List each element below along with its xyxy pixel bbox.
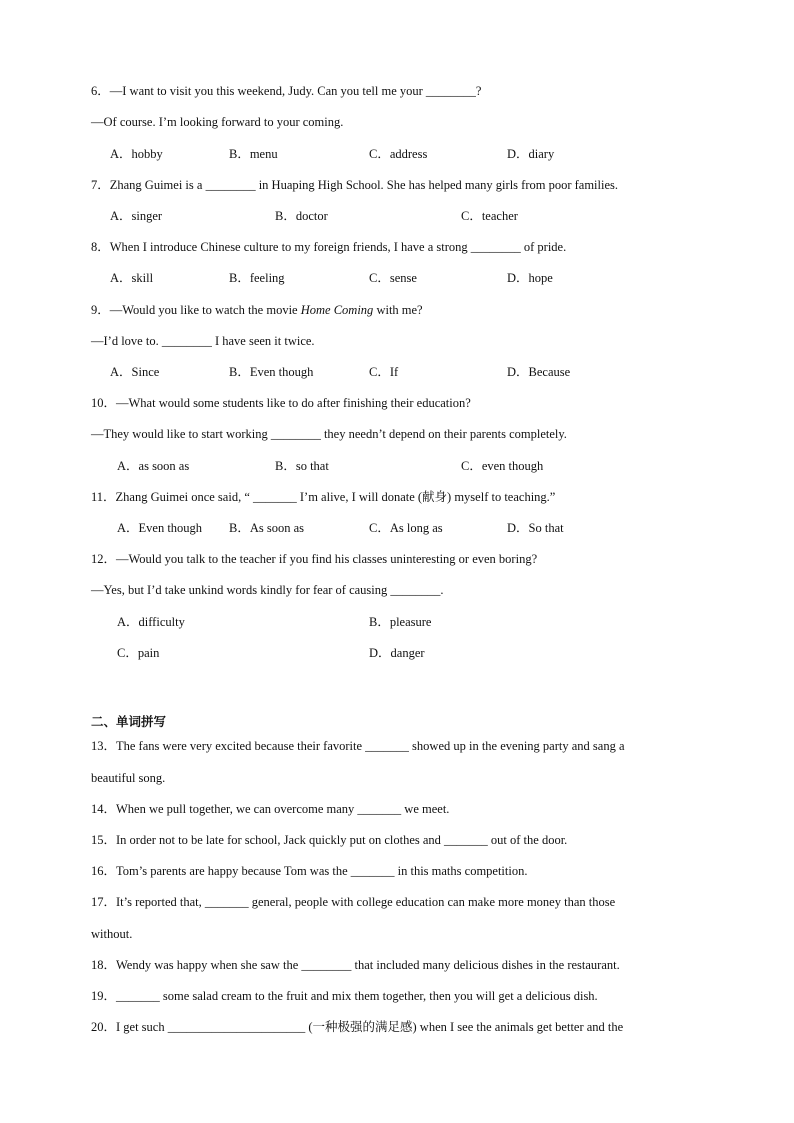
q9-option-d: D．Because <box>507 365 571 379</box>
q8-option-d: D．hope <box>507 271 553 285</box>
q6-option-d: D．diary <box>507 147 555 161</box>
q8-option-a: A．skill <box>110 271 154 285</box>
q7-option-a: A．singer <box>110 209 163 223</box>
q11-option-c: C．As long as <box>369 521 443 535</box>
q11-stem: 11．Zhang Guimei once said, “ _______ I’m alive, I will donate (献身) myself to teaching.” <box>91 490 556 504</box>
q13-line-2: beautiful song. <box>91 771 166 785</box>
q12-stem: 12．—Would you talk to the teacher if you find his classes uninteresting or even boring? <box>91 552 538 566</box>
q11-option-d: D．So that <box>507 521 564 535</box>
q6-option-b: B．menu <box>229 147 278 161</box>
q10-option-c: C．even though <box>461 459 544 473</box>
q10-stem: 10．—What would some students like to do after finishing their education? <box>91 396 471 410</box>
q17-line-2: without. <box>91 927 133 941</box>
q10-reply: —They would like to start working ________ they needn’t depend on their parents completely. <box>91 427 567 441</box>
q12-option-a: A．difficulty <box>117 615 185 629</box>
q12-option-b: B．pleasure <box>369 615 432 629</box>
q7-stem: 7．Zhang Guimei is a ________ in Huaping High School. She has helped many girls from poor families. <box>91 178 619 192</box>
q17-line-1: 17．It’s reported that, _______ general, people with college education can make more money than those <box>91 895 616 909</box>
q11-option-a: A．Even though <box>117 521 203 535</box>
q16: 16．Tom’s parents are happy because Tom was the _______ in this maths competition. <box>91 864 528 878</box>
q9-option-a: A．Since <box>110 365 160 379</box>
q12-option-d: D．danger <box>369 646 425 660</box>
q10-option-b: B．so that <box>275 459 329 473</box>
q6-stem: 6．—I want to visit you this weekend, Judy. Can you tell me your ________? <box>91 84 482 98</box>
q9-stem-post: with me? <box>373 303 423 317</box>
q9-stem <box>91 302 423 318</box>
q18: 18．Wendy was happy when she saw the ________ that included many delicious dishes in the restaurant. <box>91 958 620 972</box>
section-heading-spelling: 二、单词拼写 <box>91 714 167 729</box>
q7-option-b: B．doctor <box>275 209 328 223</box>
q9-option-b: B．Even though <box>229 365 314 379</box>
q8-option-b: B．feeling <box>229 271 285 285</box>
q8-option-c: C．sense <box>369 271 417 285</box>
q6-option-c: C．address <box>369 147 428 161</box>
q9-movie-title: Home Coming <box>300 303 374 317</box>
q12-option-c: C．pain <box>117 646 160 660</box>
q8-stem: 8．When I introduce Chinese culture to my foreign friends, I have a strong ________ of pride. <box>91 240 567 254</box>
q7-option-c: C．teacher <box>461 209 518 223</box>
q12-reply: —Yes, but I’d take unkind words kindly for fear of causing ________. <box>91 583 444 597</box>
q9-option-c: C．If <box>369 365 399 379</box>
q14: 14．When we pull together, we can overcome many _______ we meet. <box>91 802 450 816</box>
q6-reply: —Of course. I’m looking forward to your coming. <box>91 115 344 129</box>
q19: 19．_______ some salad cream to the fruit and mix them together, then you will get a delicious dish. <box>91 989 598 1003</box>
q15: 15．In order not to be late for school, Jack quickly put on clothes and _______ out of the door. <box>91 833 568 847</box>
q10-option-a: A．as soon as <box>117 459 190 473</box>
q13-line-1: 13．The fans were very excited because their favorite _______ showed up in the evening party and sang a <box>91 739 625 753</box>
q11-option-b: B．As soon as <box>229 521 305 535</box>
q6-option-a: A．hobby <box>110 147 163 161</box>
q20: 20．I get such ______________________ (一种极强的满足感) when I see the animals get better and the <box>91 1020 624 1034</box>
q9-reply: —I’d love to. ________ I have seen it twice. <box>91 334 315 348</box>
q9-stem-pre: 9．—Would you like to watch the movie <box>91 303 301 317</box>
